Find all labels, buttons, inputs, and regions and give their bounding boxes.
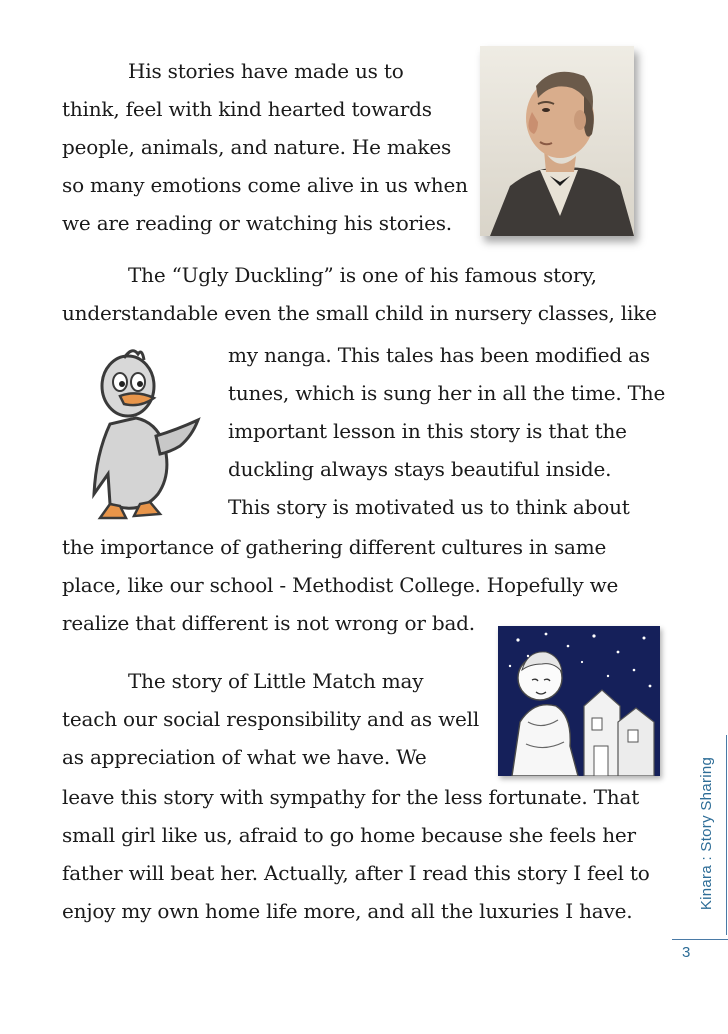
text-line: think, feel with kind hearted towards (62, 97, 432, 121)
text-line: tunes, which is sung her in all the time. The (228, 381, 666, 405)
text-line: enjoy my own home life more, and all the luxuries I have. (62, 899, 633, 923)
text-line: important lesson in this story is that the (228, 419, 627, 443)
text-line: duckling always stays beautiful inside. (228, 457, 612, 481)
text-line: people, animals, and nature. He makes (62, 135, 452, 159)
match-girl-icon (498, 626, 660, 776)
text-line: The “Ugly Duckling” is one of his famous story, (128, 263, 597, 287)
text-line: This story is motivated us to think about (228, 495, 630, 519)
duckling-icon (80, 344, 208, 524)
text-line: we are reading or watching his stories. (62, 211, 452, 235)
magazine-section-title: Kinara : Story Sharing (698, 756, 716, 910)
text-line: small girl like us, afraid to go home because she feels her (62, 823, 636, 847)
text-line: my nanga. This tales has been modified as (228, 343, 650, 367)
sidebar-rule (726, 735, 727, 935)
text-line: father will beat her. Actually, after I read this story I feel to (62, 861, 650, 885)
page-number-rule (672, 939, 728, 940)
text-line: leave this story with sympathy for the less fortunate. That (62, 785, 640, 809)
text-line: place, like our school - Methodist College. Hopefully we (62, 573, 619, 597)
little-match-girl-illustration (498, 626, 660, 776)
text-line: as appreciation of what we have. We (62, 745, 427, 769)
text-line: so many emotions come alive in us when (62, 173, 468, 197)
sidebar-label (697, 736, 717, 930)
andersen-portrait (480, 46, 634, 236)
page-number: 3 (682, 944, 691, 961)
ugly-duckling-illustration (80, 344, 208, 524)
portrait-illustration (480, 46, 634, 236)
text-line: understandable even the small child in nursery classes, like (62, 301, 657, 325)
text-line: teach our social responsibility and as well (62, 707, 480, 731)
text-line: the importance of gathering different cultures in same (62, 535, 607, 559)
text-line: realize that different is not wrong or bad. (62, 611, 475, 635)
text-line: The story of Little Match may (128, 669, 424, 693)
text-line: His stories have made us to (128, 59, 404, 83)
